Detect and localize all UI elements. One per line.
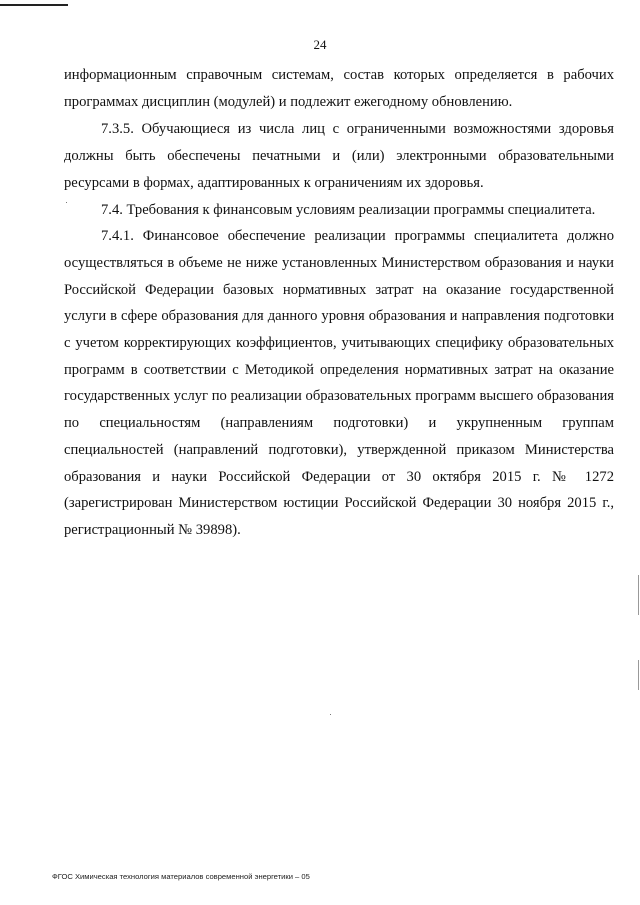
paragraph-7-3-5: 7.3.5. Обучающиеся из числа лиц с ограниченными возможностями здоровья должны быть обеспечены печатными и (или) электронными образовательными ресурсами в формах, адаптированных к ограничениям их здоровья.	[64, 121, 614, 191]
scan-artifact-right	[638, 575, 639, 615]
scan-artifact-dot	[330, 714, 331, 715]
paragraph-continuation: информационным справочным системам, состав которых определяется в рабочих программах дисциплин (модулей) и подлежит ежегодному обновлению.	[64, 67, 614, 110]
scan-edge-mark	[0, 4, 68, 6]
document-footer: ФГОС Химическая технология материалов современной энергетики – 05	[52, 872, 310, 881]
scan-artifact-right	[638, 660, 639, 690]
document-body	[64, 62, 614, 544]
paragraph-7-4-1: 7.4.1. Финансовое обеспечение реализации программы специалитета должно осуществляться в объеме не ниже установленных Министерством образования и науки Российской Федерации базовых нормативных затрат на оказание государственной услуги в сфере образования для данного уровня образования и направления подготовки с учетом корректирующих коэффициентов, учитывающих специфику образовательных программ в соответствии с Методикой определения нормативных затрат на оказание государственных услуг по реализации образовательных программ высшего образования по специальностям (направлениям подготовки) и укрупненным группам специальностей (направлений подготовки), утвержденной приказом Министерства образования и науки Российской Федерации от 30 октября 2015 г. № 1272 (зарегистрирован Министерством юстиции Российской Федерации 30 ноября 2015 г., регистрационный № 39898).	[64, 228, 614, 538]
page-number: 24	[313, 37, 327, 52]
scan-artifact-dot	[66, 202, 67, 203]
paragraph-7-4: 7.4. Требования к финансовым условиям реализации программы специалитета.	[101, 201, 596, 218]
